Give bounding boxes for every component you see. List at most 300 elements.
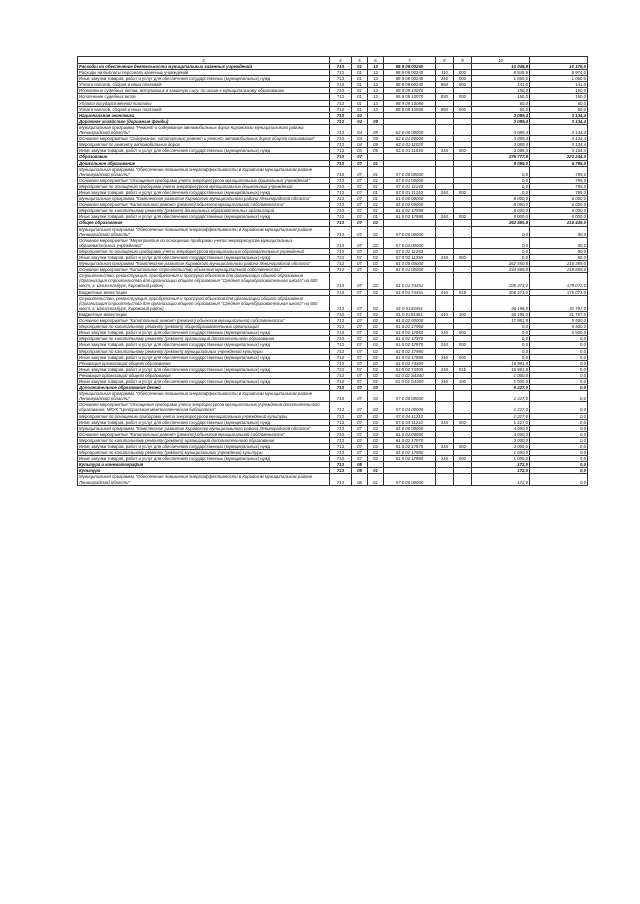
row-sum-year-1: 150,0: [472, 88, 530, 94]
row-section: 07: [352, 189, 368, 195]
column-number-5: 5: [352, 57, 368, 64]
row-sum-year-2: 5 500,0: [530, 318, 588, 324]
row-section: 01: [352, 82, 368, 88]
row-code: 000: [454, 354, 472, 360]
row-ved: 713: [330, 378, 352, 384]
row-name: Основное мероприятие "Капитальный ремонт (ремонт) объектов муниципальной собственности": [78, 202, 330, 208]
row-ved: 713: [330, 419, 352, 425]
row-sum-year-2: 60,0: [530, 100, 588, 106]
row-expense-type: 830: [436, 94, 454, 100]
row-ved: 713: [330, 450, 352, 456]
row-sum-year-2: 6 795,0: [530, 160, 588, 166]
row-name: Иные закупки товаров, работ и услуг для обеспечения государственных (муниципальных) нужд: [78, 419, 330, 425]
row-expense-type: 410: [436, 289, 454, 295]
row-sum-year-2: 0,0: [530, 385, 588, 391]
row-name: Основное мероприятие "Оснащение приборами учета энергоресурсов муниципальных дошкольных учреждений": [78, 177, 330, 183]
row-target-code: 57 0 04 11210: [384, 413, 436, 419]
row-section: 07: [352, 385, 368, 391]
row-section: 07: [352, 391, 368, 402]
row-subsection: 13: [368, 94, 384, 100]
row-name: Национальная экономика: [78, 112, 330, 118]
row-subsection: 01: [368, 177, 384, 183]
row-target-code: 61 0 01 74451: [384, 273, 436, 289]
row-sum-year-1: 16 981,8: [472, 366, 530, 372]
row-subsection: 01: [368, 196, 384, 202]
row-name: Муниципальная программа "Обеспечение повышения энергоэффективности в Кировском муниципальном районе Ленинградской области": [78, 226, 330, 237]
row-sum-year-1: 172,0: [472, 474, 530, 485]
row-name: Иные закупки товаров, работ и услуг для обеспечения государственных (муниципальных) нужд: [78, 378, 330, 384]
row-ved: 713: [330, 76, 352, 82]
row-name: Иные закупки товаров, работ и услуг для обеспечения государственных (муниципальных) нужд: [78, 214, 330, 220]
row-ved: 713: [330, 220, 352, 226]
row-code: 000: [454, 342, 472, 348]
row-expense-type: 240: [436, 456, 454, 462]
row-section: 07: [352, 378, 368, 384]
row-ved: 713: [330, 474, 352, 485]
row-ved: 713: [330, 444, 352, 450]
row-sum-year-1: 17 981,8: [472, 318, 530, 324]
row-ved: 713: [330, 196, 352, 202]
row-sum-year-1: 8 099,0: [472, 160, 530, 166]
row-target-code: 98 9 09 10080: [384, 100, 436, 106]
row-ved: 713: [330, 267, 352, 273]
row-ved: 713: [330, 431, 352, 437]
row-sum-year-2: 3 134,4: [530, 148, 588, 154]
row-name: Основное мероприятие "Капитальный ремонт (ремонт) объектов муниципальной собственности": [78, 318, 330, 324]
row-sum-year-1: 36 196,0: [472, 295, 530, 311]
row-section: 07: [352, 248, 368, 254]
row-sum-year-1: 3 089,4: [472, 142, 530, 148]
row-sum-year-1: 0,0: [472, 255, 530, 261]
row-sum-year-1: 0,0: [472, 336, 530, 342]
row-sum-year-1: 0,0: [472, 189, 530, 195]
row-target-code: 61 0 00 00000: [384, 261, 436, 267]
row-name: Муниципальная программа "Комплексное развитие Кировского муниципального района Ленинградской области": [78, 261, 330, 267]
row-sum-year-1: 0,0: [472, 166, 530, 177]
row-ved: 713: [330, 456, 352, 462]
row-subsection: 03: [368, 385, 384, 391]
row-subsection: 02: [368, 360, 384, 366]
row-expense-type: 240: [436, 366, 454, 372]
row-sum-year-2: 795,0: [530, 183, 588, 189]
table-row: [78, 237, 588, 248]
row-section: 07: [352, 154, 368, 160]
row-subsection: 13: [368, 64, 384, 70]
row-name: Мероприятия по капитальному ремонту (ремонт) дошкольных образовательных организаций: [78, 208, 330, 214]
row-sum-year-2: 0,0: [530, 425, 588, 431]
row-code: [454, 391, 472, 402]
row-sum-year-1: 0,0: [472, 342, 530, 348]
row-sum-year-1: 0,0: [472, 183, 530, 189]
row-sum-year-2: 0,0: [530, 474, 588, 485]
row-sum-year-2: 8 974,0: [530, 70, 588, 76]
row-sum-year-2: 3 134,4: [530, 118, 588, 124]
row-ved: 713: [330, 177, 352, 183]
row-sum-year-1: 141,0: [472, 82, 530, 88]
row-subsection: 02: [368, 267, 384, 273]
row-ved: 713: [330, 214, 352, 220]
row-subsection: 02: [368, 378, 384, 384]
row-sum-year-1: 0,0: [472, 354, 530, 360]
row-target-code: 62 0 01 11020: [384, 142, 436, 148]
row-section: 07: [352, 456, 368, 462]
row-section: 01: [352, 70, 368, 76]
row-code: 000: [454, 70, 472, 76]
row-sum-year-1: 5 227,0: [472, 385, 530, 391]
row-expense-type: [436, 166, 454, 177]
row-expense-type: 240: [436, 148, 454, 154]
row-sum-year-2: 150,0: [530, 94, 588, 100]
row-sum-year-1: 275 777,8: [472, 154, 530, 160]
row-section: 07: [352, 267, 368, 273]
column-number-9: 9: [454, 57, 472, 64]
row-section: 07: [352, 289, 368, 295]
table-row: [78, 402, 588, 413]
row-sum-year-2: 0,0: [530, 462, 588, 468]
row-subsection: 01: [368, 189, 384, 195]
row-sum-year-1: 1 000,0: [472, 456, 530, 462]
row-name: Иные закупки товаров, работ и услуг для обеспечения государственных (муниципальных) нужд: [78, 76, 330, 82]
row-sum-year-2: 0,0: [530, 419, 588, 425]
row-subsection: 03: [368, 425, 384, 431]
row-name: Культура: [78, 468, 330, 474]
row-subsection: 02: [368, 273, 384, 289]
row-target-code: 57 0 00 00000: [384, 391, 436, 402]
row-name: Мероприятия по капитальному ремонту (ремонт) организаций дополнительного образования: [78, 336, 330, 342]
row-subsection: 13: [368, 106, 384, 112]
row-target-code: 61 0 02 74300: [384, 366, 436, 372]
row-ved: 713: [330, 88, 352, 94]
row-section: 07: [352, 295, 368, 311]
row-sum-year-1: 0,0: [472, 348, 530, 354]
row-ved: 713: [330, 425, 352, 431]
row-name: Исполнение судебных актов, вступивших в законную силу, по искам к муниципальному образованию: [78, 88, 330, 94]
row-name: Строительство, реконструкция, приобретение и пристрой объектов для организации общего образования (Организация строительства для организации общего образования "Средняя общеобразовательная школа" на 600 мест, г. Шлиссельбург, Кировский район): [78, 295, 330, 311]
row-sum-year-2: 0,0: [530, 450, 588, 456]
row-sum-year-1: 0,0: [472, 177, 530, 183]
row-code: 000: [454, 76, 472, 82]
row-subsection: 02: [368, 255, 384, 261]
row-expense-type: 240: [436, 189, 454, 195]
row-sum-year-1: 8 000,0: [472, 208, 530, 214]
row-section: 07: [352, 261, 368, 267]
row-subsection: 03: [368, 413, 384, 419]
row-ved: 713: [330, 226, 352, 237]
row-name: Дошкольное образование: [78, 160, 330, 166]
row-ved: 713: [330, 385, 352, 391]
row-subsection: 01: [368, 468, 384, 474]
column-number-4: 4: [330, 57, 352, 64]
row-target-code: 61 0 02 17980: [384, 456, 436, 462]
row-sum-year-1: 208 373,0: [472, 273, 530, 289]
row-name: Уплата государственной пошлины: [78, 100, 330, 106]
table-row: [78, 391, 588, 402]
row-section: 07: [352, 342, 368, 348]
row-ved: 713: [330, 462, 352, 468]
row-sum-year-2: 6 000,0: [530, 208, 588, 214]
row-target-code: 61 0 02 S4300: [384, 378, 436, 384]
row-target-code: 57 0 02 11250: [384, 255, 436, 261]
row-section: 07: [352, 372, 368, 378]
row-ved: 713: [330, 437, 352, 443]
row-target-code: 98 9 09 00240: [384, 76, 436, 82]
row-section: 07: [352, 450, 368, 456]
row-ved: 713: [330, 237, 352, 248]
row-subsection: 02: [368, 354, 384, 360]
row-ved: 713: [330, 402, 352, 413]
row-code: [454, 124, 472, 135]
row-section: 07: [352, 255, 368, 261]
row-target-code: 98 9 09 10070: [384, 94, 436, 100]
column-number-row: [78, 57, 588, 64]
row-ved: 713: [330, 311, 352, 317]
row-name: Иные закупки товаров, работ и услуг для обеспечения государственных (муниципальных) нужд: [78, 366, 330, 372]
row-target-code: 61 0 02 17990: [384, 208, 436, 214]
row-code: 000: [454, 444, 472, 450]
row-sum-year-2: 90,0: [530, 237, 588, 248]
row-sum-year-2: 1 060,0: [530, 76, 588, 82]
row-subsection: 03: [368, 456, 384, 462]
row-sum-year-1: 0,0: [472, 324, 530, 330]
row-section: 07: [352, 354, 368, 360]
row-ved: 713: [330, 372, 352, 378]
row-sum-year-2: 6 000,0: [530, 202, 588, 208]
row-name: Реновация организаций общего образования: [78, 360, 330, 366]
row-target-code: 61 0 01S4451: [384, 295, 436, 311]
row-name: Основное мероприятие "Мероприятия по оснащению приборами учета энергоресурсов муниципальных образовательных учреждений": [78, 237, 330, 248]
row-name: Мероприятия по ремонту автомобильных дорог: [78, 142, 330, 148]
row-name: Мероприятия по оснащению приборами учета энергоресурсов муниципальных дошкольных учреждений: [78, 183, 330, 189]
row-name: Дорожное хозяйство (дорожные фонды): [78, 118, 330, 124]
row-name: Иные закупки товаров, работ и услуг для обеспечения государственных (муниципальных) нужд: [78, 342, 330, 348]
row-subsection: 01: [368, 183, 384, 189]
row-code: 100: [454, 311, 472, 317]
row-sum-year-1: 3 000,0: [472, 437, 530, 443]
row-subsection: 02: [368, 295, 384, 311]
row-name: Основное мероприятие "Капитальный ремонт (ремонт) объектов муниципальной собственности": [78, 431, 330, 437]
row-name: Мероприятия по капитальному ремонту (ремонт) муниципальных учреждений культуры: [78, 348, 330, 354]
row-name: Мероприятия по оснащению приборами учета энергоресурсов муниципальных учреждений культуры: [78, 413, 330, 419]
row-sum-year-1: 172,0: [472, 468, 530, 474]
row-ved: 713: [330, 324, 352, 330]
row-ved: 713: [330, 255, 352, 261]
row-section: 08: [352, 462, 368, 468]
row-expense-type: 240: [436, 378, 454, 384]
row-expense-type: 240: [436, 214, 454, 220]
row-code: 000: [454, 419, 472, 425]
row-code: [454, 237, 472, 248]
row-name: Расходы на обеспечение деятельности муниципальных казенных учреждений: [78, 64, 330, 70]
row-sum-year-2: 6 000,0: [530, 196, 588, 202]
row-sum-year-2: 795,0: [530, 189, 588, 195]
row-expense-type: 850: [436, 106, 454, 112]
row-expense-type: [436, 391, 454, 402]
row-target-code: 57 0 01 11240: [384, 183, 436, 189]
row-subsection: 03: [368, 437, 384, 443]
row-section: 07: [352, 220, 368, 226]
row-target-code: 61 0 02 00000: [384, 202, 436, 208]
row-name: Муниципальная программа "Комплексное развитие Кировского муниципального района Ленинградской области": [78, 196, 330, 202]
row-code: 000: [454, 456, 472, 462]
row-sum-year-2: 0,0: [530, 444, 588, 450]
row-sum-year-1: 1 060,0: [472, 76, 530, 82]
row-sum-year-2: 0,0: [530, 360, 588, 366]
row-section: 07: [352, 237, 368, 248]
row-sum-year-2: 60,0: [530, 106, 588, 112]
row-ved: 713: [330, 273, 352, 289]
row-ved: 713: [330, 336, 352, 342]
row-name: Общее образование: [78, 220, 330, 226]
row-sum-year-1: 16 981,8: [472, 360, 530, 366]
row-sum-year-2: 3 134,4: [530, 112, 588, 118]
row-subsection: 01: [368, 166, 384, 177]
row-sum-year-2: 0,0: [530, 378, 588, 384]
row-name: Иные закупки товаров, работ и услуг для обеспечения государственных (муниципальных) нужд: [78, 456, 330, 462]
row-name: Дополнительное образование детей: [78, 385, 330, 391]
row-name: Расходы на выплаты персоналу казенных учреждений: [78, 70, 330, 76]
row-target-code: 61 0 02 00000: [384, 318, 436, 324]
row-target-code: 61 0 01 00000: [384, 267, 436, 273]
row-sum-year-2: 3 134,4: [530, 136, 588, 142]
row-subsection: 13: [368, 76, 384, 82]
row-section: 07: [352, 183, 368, 189]
row-section: 07: [352, 425, 368, 431]
row-sum-year-1: 8 000,0: [472, 196, 530, 202]
row-subsection: 02: [368, 237, 384, 248]
row-target-code: 61 0 00 00000: [384, 196, 436, 202]
row-ved: 713: [330, 208, 352, 214]
row-ved: 713: [330, 106, 352, 112]
row-name: Уплата налогов, сборов и иных платежей: [78, 82, 330, 88]
row-subsection: 13: [368, 70, 384, 76]
row-code: 000: [454, 94, 472, 100]
row-subsection: 03: [368, 419, 384, 425]
row-sum-year-1: 244 569,0: [472, 267, 530, 273]
row-code: [454, 226, 472, 237]
row-sum-year-2: 223 244,0: [530, 154, 588, 160]
row-sum-year-1: 1 000,0: [472, 450, 530, 456]
row-section: 07: [352, 360, 368, 366]
row-section: 04: [352, 118, 368, 124]
row-sum-year-2: 90,0: [530, 248, 588, 254]
row-ved: 713: [330, 100, 352, 106]
row-section: 07: [352, 366, 368, 372]
row-expense-type: [436, 273, 454, 289]
row-name: Муниципальная программа "Обеспечение повышения энергоэффективности в Кировском муниципальном районе Ленинградской области": [78, 166, 330, 177]
row-target-code: 57 0 01 00000: [384, 177, 436, 183]
row-subsection: 01: [368, 474, 384, 485]
row-target-code: 57 0 04 00000: [384, 402, 436, 413]
row-section: 07: [352, 177, 368, 183]
budget-table: [77, 56, 588, 486]
row-sum-year-1: 262 550,8: [472, 261, 530, 267]
row-name: Основное мероприятие "Оснащение приборами учета энергоресурсов муниципальных учреждений дополнительного образования, МКУК "Центральная межпоселенческая библиотека": [78, 402, 330, 413]
row-sum-year-2: 0,0: [530, 456, 588, 462]
row-target-code: 98 9 09 00240: [384, 64, 436, 70]
table-row: [78, 474, 588, 485]
row-expense-type: [436, 124, 454, 135]
row-sum-year-1: 1 000,0: [472, 378, 530, 384]
row-subsection: 02: [368, 324, 384, 330]
row-sum-year-2: 150,0: [530, 88, 588, 94]
row-section: 04: [352, 112, 368, 118]
row-sum-year-2: 0,0: [530, 431, 588, 437]
row-code: 000: [454, 106, 472, 112]
table-row: [78, 226, 588, 237]
row-name: Мероприятия по капитальному ремонту (ремонт) организаций дополнительного образования: [78, 437, 330, 443]
row-sum-year-1: 0,0: [472, 330, 530, 336]
row-subsection: 13: [368, 82, 384, 88]
row-ved: 713: [330, 142, 352, 148]
row-sum-year-2: 179 072,0: [530, 273, 588, 289]
row-code: 000: [454, 148, 472, 154]
row-sum-year-2: 5 500,0: [530, 330, 588, 336]
row-code: [454, 474, 472, 485]
row-sum-year-2: 0,0: [530, 348, 588, 354]
row-target-code: 61 0 02 17970: [384, 444, 436, 450]
row-target-code: 98 9 09 00240: [384, 82, 436, 88]
row-name: Образование: [78, 154, 330, 160]
row-subsection: 01: [368, 202, 384, 208]
row-sum-year-2: 210 859,0: [530, 267, 588, 273]
row-subsection: 02: [368, 311, 384, 317]
row-target-code: 61 0 02 17960: [384, 324, 436, 330]
row-section: 07: [352, 311, 368, 317]
row-expense-type: [436, 295, 454, 311]
row-sum-year-1: 3 089,4: [472, 118, 530, 124]
row-target-code: 62 0 00 00000: [384, 124, 436, 135]
row-sum-year-1: 1 227,0: [472, 419, 530, 425]
row-sum-year-1: 3 089,4: [472, 148, 530, 154]
row-target-code: 61 0 00 00000: [384, 425, 436, 431]
row-subsection: 03: [368, 431, 384, 437]
row-target-code: 57 0 04 11210: [384, 419, 436, 425]
row-sum-year-1: 8 845,9: [472, 70, 530, 76]
row-target-code: 61 0 02 17970: [384, 336, 436, 342]
row-subsection: 03: [368, 444, 384, 450]
row-sum-year-2: 141,0: [530, 82, 588, 88]
row-expense-type: 410: [436, 311, 454, 317]
row-code: [454, 295, 472, 311]
row-section: 04: [352, 124, 368, 135]
row-sum-year-1: 10 048,8: [472, 64, 530, 70]
row-expense-type: [436, 402, 454, 413]
row-subsection: 13: [368, 100, 384, 106]
row-subsection: 03: [368, 402, 384, 413]
row-expense-type: 240: [436, 255, 454, 261]
row-code: 000: [454, 330, 472, 336]
row-code: [454, 402, 472, 413]
row-sum-year-2: 5 500,0: [530, 324, 588, 330]
row-target-code: 57 0 02 00000: [384, 237, 436, 248]
row-code: [454, 166, 472, 177]
row-sum-year-1: 208 373,0: [472, 289, 530, 295]
row-subsection: 03: [368, 391, 384, 402]
row-sum-year-2: 0,0: [530, 336, 588, 342]
row-target-code: 61 0 02 17980: [384, 348, 436, 354]
row-sum-year-2: 0,0: [530, 354, 588, 360]
row-name: Иные закупки товаров, работ и услуг для обеспечения государственных (муниципальных) нужд: [78, 255, 330, 261]
row-ved: 713: [330, 154, 352, 160]
row-target-code: 61 0 02 74300: [384, 360, 436, 366]
row-target-code: 61 0 02 17990: [384, 214, 436, 220]
row-section: 01: [352, 76, 368, 82]
row-sum-year-1: 1 000,0: [472, 372, 530, 378]
row-section: 01: [352, 88, 368, 94]
row-section: 07: [352, 214, 368, 220]
row-section: 07: [352, 336, 368, 342]
row-target-code: 98 9 09 00240: [384, 70, 436, 76]
